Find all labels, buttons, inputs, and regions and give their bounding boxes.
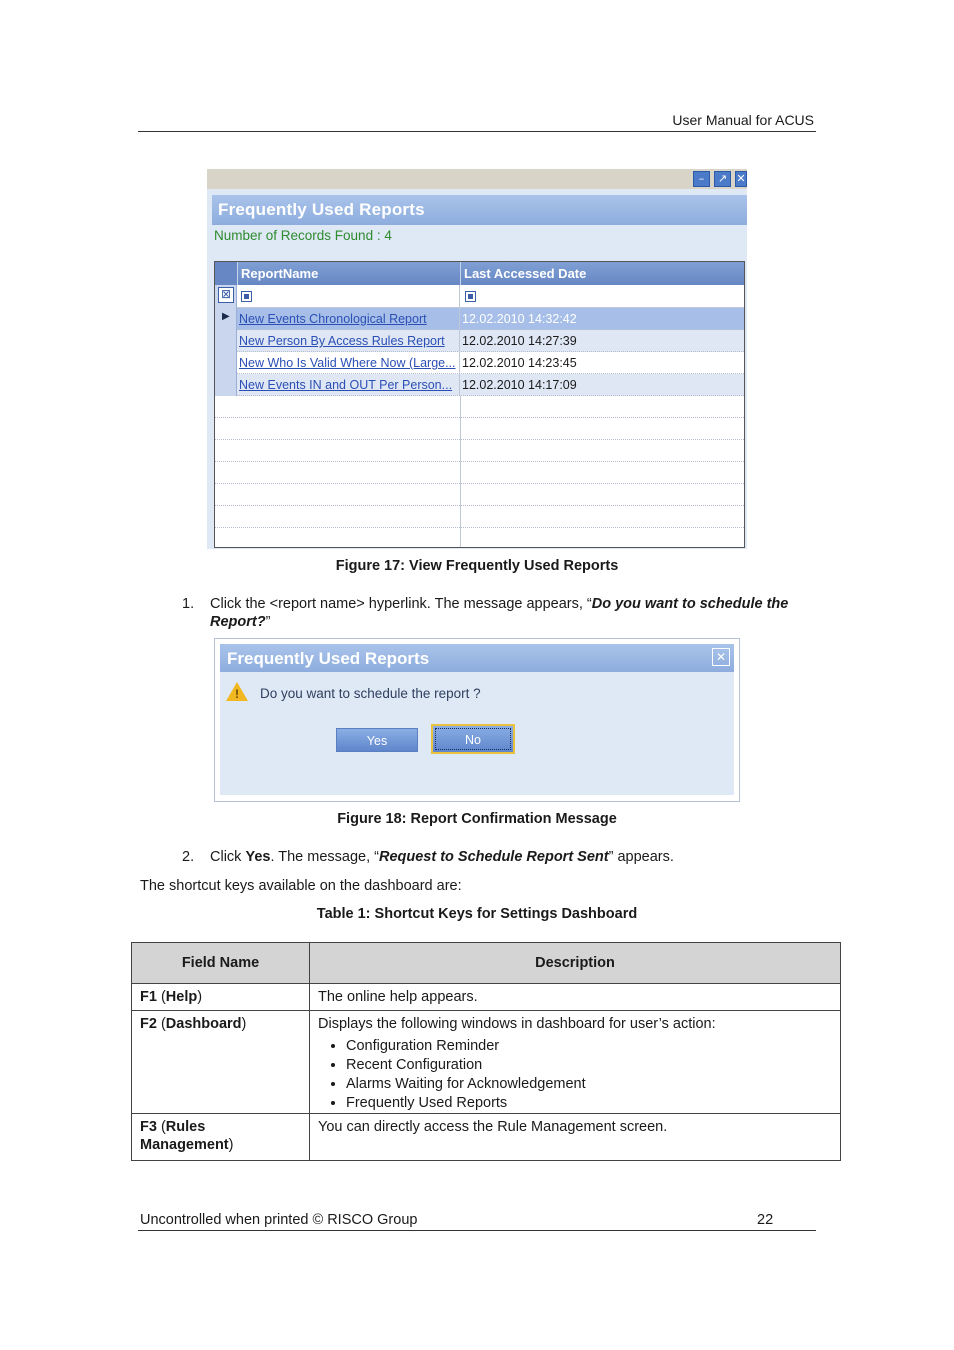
empty-row — [215, 462, 744, 484]
last-accessed-cell: 12.02.2010 14:17:09 — [462, 378, 577, 392]
step-2-number: 2. — [182, 849, 195, 865]
list-item: • Alarms Waiting for Acknowledgement — [346, 1075, 832, 1094]
schedule-confirmation-dialog: Frequently Used Reports ✕ ! Do you want to schedule the report ? Yes No — [214, 638, 740, 802]
dialog-header — [220, 644, 734, 672]
footer-rule — [138, 1230, 816, 1231]
step-1-text: Click the <report name> hyperlink. The message appears, “Do you want to schedule the Report?” — [210, 596, 789, 630]
last-accessed-cell: 12.02.2010 14:23:45 — [462, 356, 577, 370]
table-row[interactable] — [237, 374, 744, 396]
dialog-close-icon[interactable]: ✕ — [712, 648, 730, 666]
column-header-last-accessed[interactable]: Last Accessed Date — [460, 262, 744, 285]
footer-copyright: Uncontrolled when printed © RISCO Group — [140, 1212, 418, 1228]
report-link[interactable]: New Events Chronological Report — [239, 312, 427, 326]
table-row[interactable] — [237, 308, 744, 330]
reports-grid — [214, 261, 745, 548]
empty-row — [215, 418, 744, 440]
yes-button[interactable]: Yes — [336, 728, 418, 752]
empty-row — [215, 396, 744, 418]
step-1-number: 1. — [182, 596, 195, 612]
records-found-label: Number of Records Found : 4 — [214, 228, 392, 243]
list-item: • Frequently Used Reports — [346, 1094, 832, 1113]
report-name-filter-icon[interactable] — [241, 291, 252, 302]
close-icon[interactable]: ✕ — [736, 172, 746, 185]
last-accessed-cell: 12.02.2010 14:27:39 — [462, 334, 577, 348]
window-titlebar — [207, 169, 747, 189]
report-link[interactable]: New Events IN and OUT Per Person... — [239, 378, 453, 392]
list-item: • Recent Configuration — [346, 1056, 832, 1075]
frequently-used-reports-window — [207, 169, 747, 549]
page-number: 22 — [757, 1212, 774, 1228]
header-rule — [138, 131, 816, 132]
panel-title: Frequently Used Reports — [218, 200, 425, 219]
date-filter-icon[interactable] — [465, 291, 476, 302]
document-header-title: User Manual for ACUS — [672, 112, 814, 128]
step-2-text: Click Yes. The message, “Request to Schedule Report Sent” appears. — [210, 849, 674, 865]
shortcut-keys-table — [131, 942, 841, 1161]
report-link[interactable]: New Who Is Valid Where Now (Large... — [239, 356, 456, 370]
filter-row — [237, 285, 744, 308]
table-caption: Table 1: Shortcut Keys for Settings Dashboard — [316, 906, 638, 922]
empty-row — [215, 506, 744, 528]
report-link[interactable]: New Person By Access Rules Report — [239, 334, 445, 348]
table-row: F2 (Dashboard) Displays the following windows in dashboard for user’s action: • Configuration Reminder • Recent Configuration • Alarms Waiting for Acknowledgement • Frequently Used Reports — [132, 1011, 841, 1114]
table-row[interactable] — [237, 330, 744, 352]
table-row: F3 (Rules Management) You can directly access the Rule Management screen. — [132, 1114, 841, 1161]
table-row: F1 (Help) The online help appears. — [132, 984, 841, 1011]
no-button[interactable]: No — [431, 724, 515, 754]
minimize-icon[interactable]: – — [693, 171, 710, 187]
last-accessed-cell: 12.02.2010 14:32:42 — [462, 312, 577, 326]
column-header-report-name[interactable]: ReportName — [237, 262, 460, 285]
empty-row — [215, 528, 744, 547]
shortcut-intro: The shortcut keys available on the dashboard are: — [140, 878, 462, 894]
panel-header — [212, 195, 747, 225]
figure-18-caption: Figure 18: Report Confirmation Message — [337, 811, 617, 827]
filter-clear-icon[interactable]: ⊠ — [218, 287, 234, 303]
table-row[interactable] — [237, 352, 744, 374]
empty-row — [215, 484, 744, 506]
list-item: • Configuration Reminder — [346, 1037, 832, 1056]
figure-17-caption: Figure 17: View Frequently Used Reports — [335, 558, 619, 574]
grid-header — [215, 262, 744, 285]
restore-icon[interactable]: ↗ — [714, 171, 731, 187]
row-pointer-icon: ▶ — [222, 311, 230, 322]
header-field-name: Field Name — [132, 943, 310, 984]
header-description: Description — [310, 943, 841, 984]
dashboard-window-list — [318, 1037, 832, 1113]
dialog-message: Do you want to schedule the report ? — [260, 686, 481, 701]
empty-row — [215, 440, 744, 462]
dialog-title: Frequently Used Reports — [227, 649, 430, 668]
